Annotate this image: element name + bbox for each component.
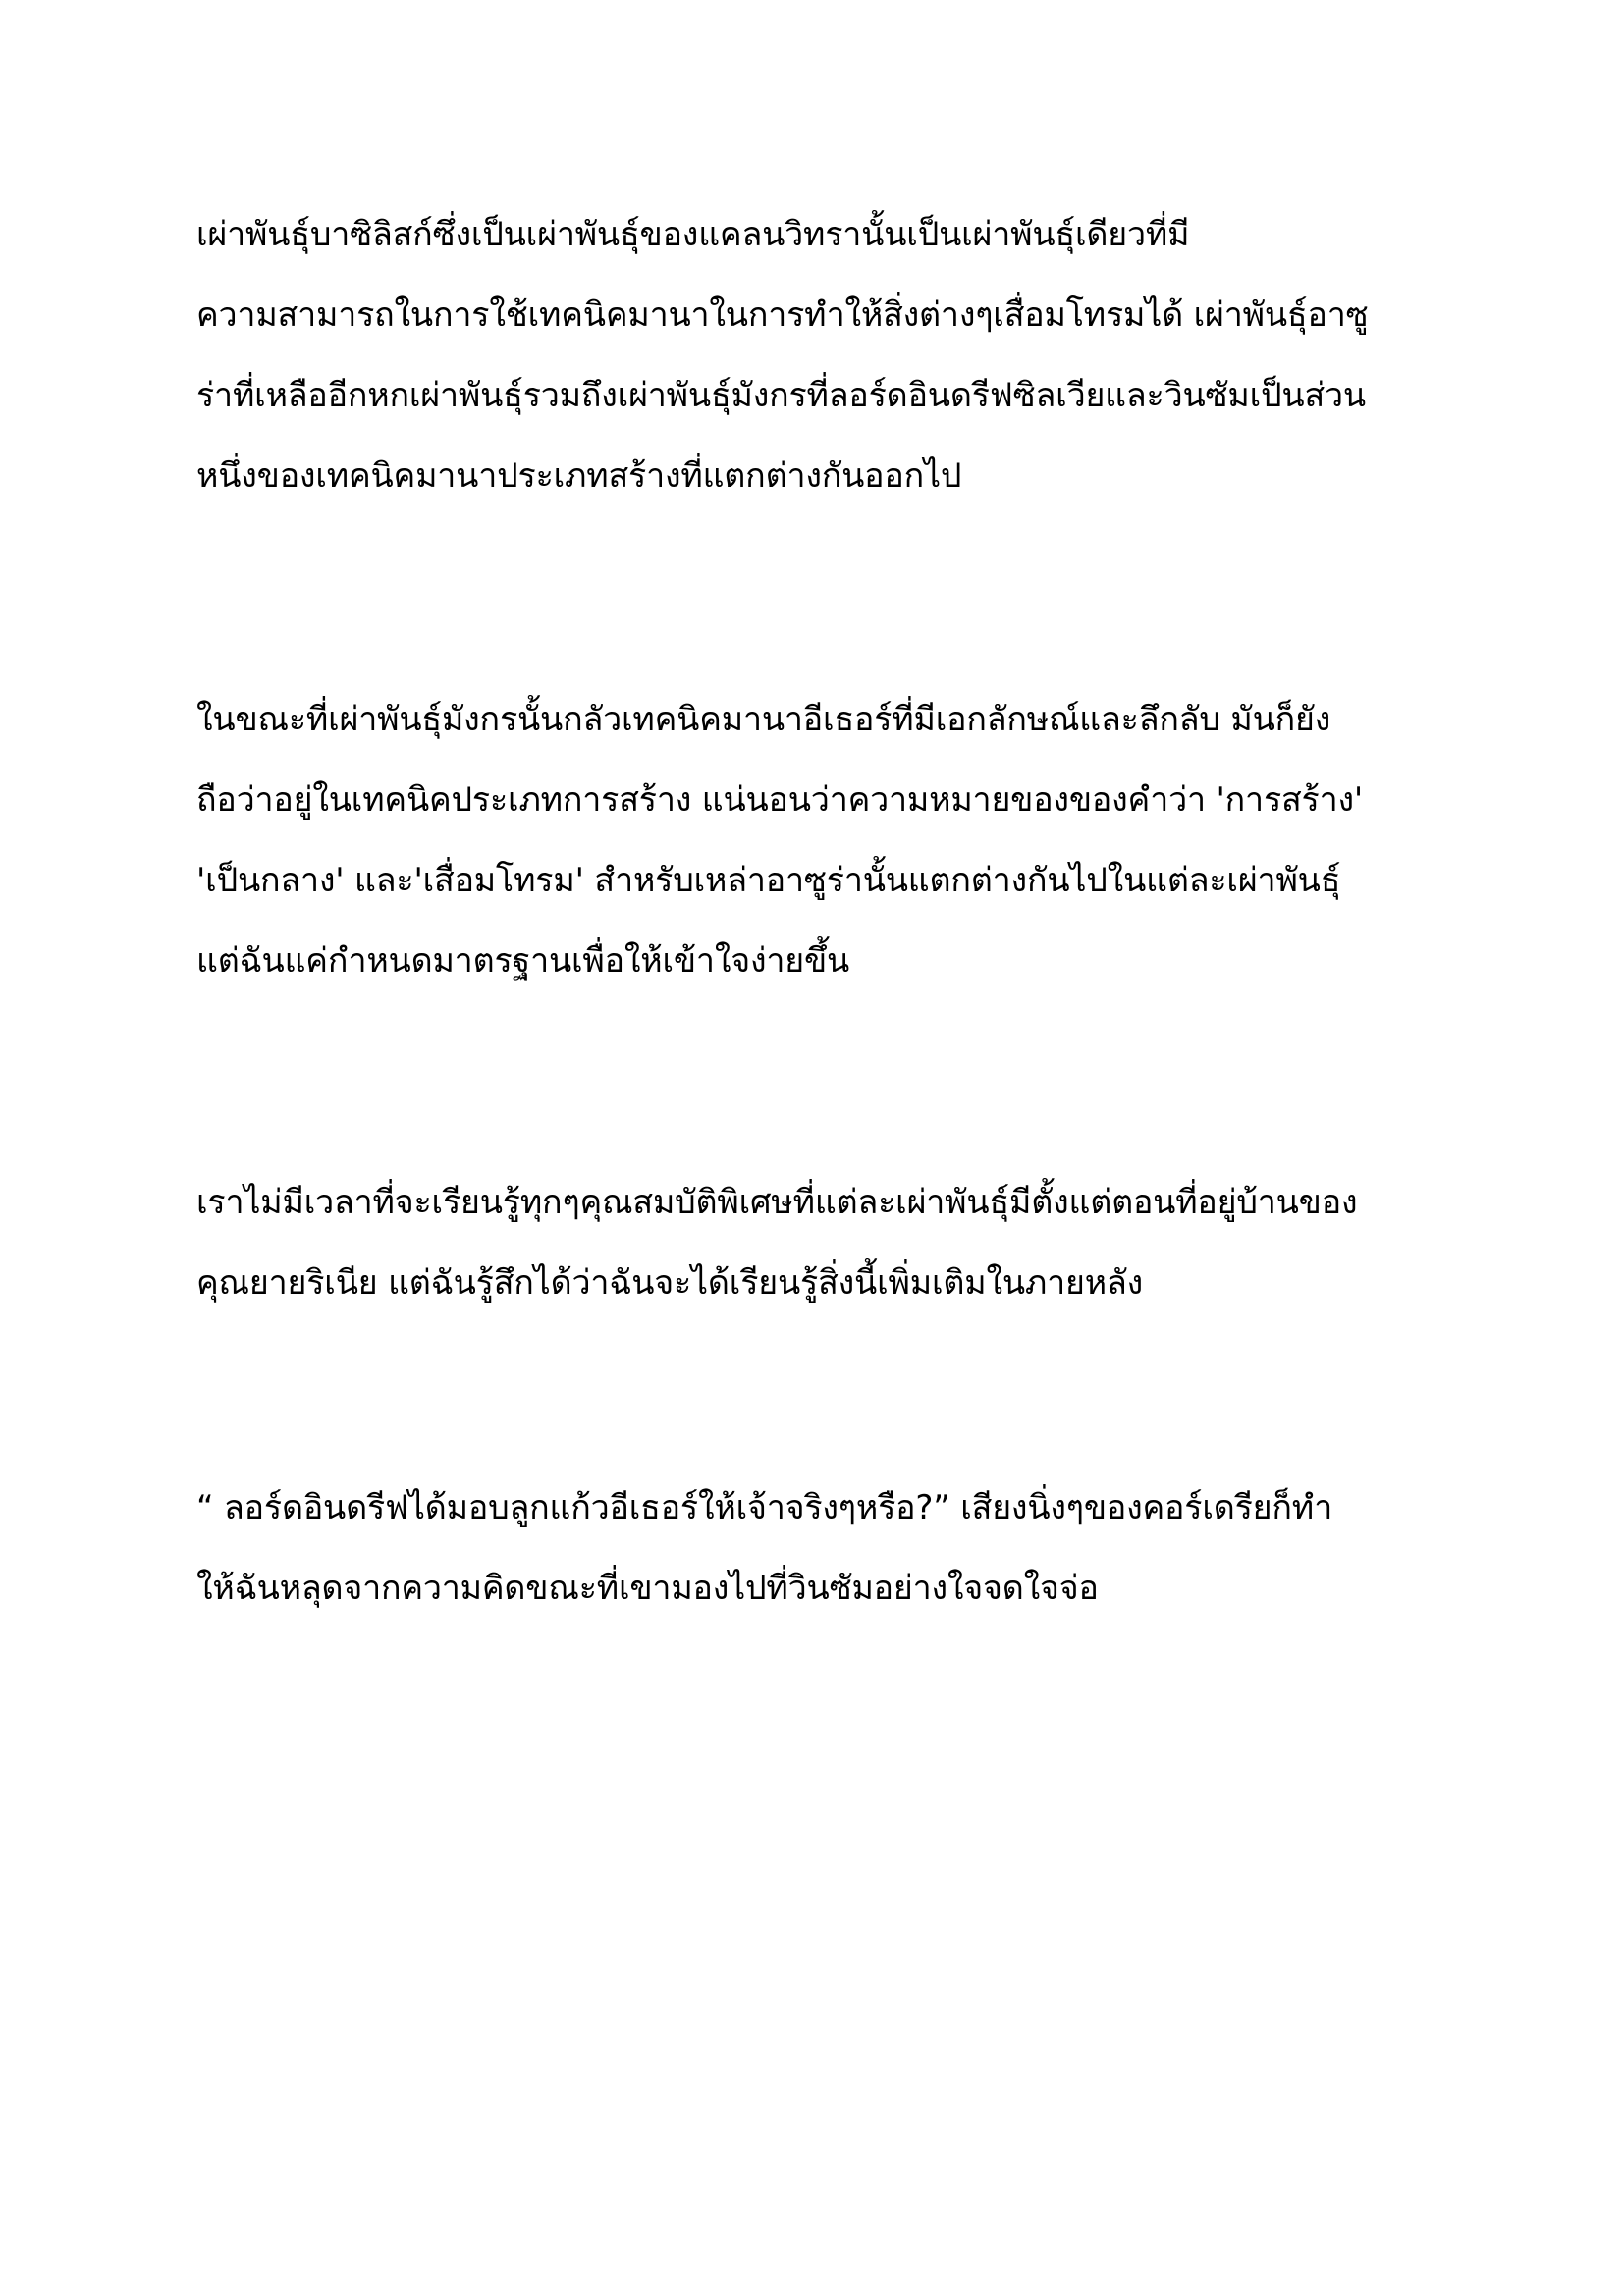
paragraph-line: คุณยายริเนีย แต่ฉันรู้สึกได้ว่าฉันจะได้เรียนรู้สิ่งนี้เพิ่มเติมในภายหลัง bbox=[196, 1263, 1143, 1303]
paragraph-3 bbox=[196, 1162, 1434, 1323]
paragraph-line: ในขณะที่เผ่าพันธุ์มังกรนั้นกลัวเทคนิคมานาอีเธอร์ที่มีเอกลักษณ์และลึกลับ มันก็ยัง bbox=[196, 700, 1331, 739]
paragraph-4 bbox=[196, 1468, 1434, 1629]
paragraph-2 bbox=[196, 679, 1434, 1001]
paragraph-line: ร่าที่เหลืออีกหกเผ่าพันธุ์รวมถึงเผ่าพันธุ์มังกรที่ลอร์ดอินดรีฟซิลเวียและวินซัมเป็นส่วน bbox=[196, 376, 1366, 415]
paragraph-line: ความสามารถในการใช้เทคนิคมานาในการทำให้สิ่งต่างๆเสื่อมโทรมได้ เผ่าพันธุ์อาซู bbox=[196, 295, 1369, 335]
paragraph-line: 'เป็นกลาง' และ'เสื่อมโทรม' สำหรับเหล่าอาซูร่านั้นแตกต่างกันไปในแต่ละเผ่าพันธุ์ bbox=[196, 861, 1341, 900]
paragraph-line: แต่ฉันแค่กำหนดมาตรฐานเพื่อให้เข้าใจง่ายขึ้น bbox=[196, 941, 850, 981]
paragraph-1 bbox=[196, 194, 1434, 516]
paragraph-line: เราไม่มีเวลาที่จะเรียนรู้ทุกๆคุณสมบัติพิเศษที่แต่ละเผ่าพันธุ์มีตั้งแต่ตอนที่อยู่บ้านของ bbox=[196, 1183, 1358, 1222]
paragraph-line: หนึ่งของเทคนิคมานาประเภทสร้างที่แตกต่างกันออกไป bbox=[196, 456, 962, 496]
paragraph-line: เผ่าพันธุ์บาซิลิสก์ซึ่งเป็นเผ่าพันธุ์ของแคลนวิทรานั้นเป็นเผ่าพันธุ์เดียวที่มี bbox=[196, 215, 1190, 254]
dialogue-line: “ ลอร์ดอินดรีฟได้มอบลูกแก้วอีเธอร์ให้เจ้าจริงๆหรือ?” เสียงนิ่งๆของคอร์เดรียก็ทำ bbox=[196, 1488, 1333, 1527]
paragraph-line: ให้ฉันหลุดจากความคิดขณะที่เขามองไปที่วินซัมอย่างใจจดใจจ่อ bbox=[196, 1569, 1099, 1608]
paragraph-line: ถือว่าอยู่ในเทคนิคประเภทการสร้าง แน่นอนว่าความหมายของของคำว่า 'การสร้าง' bbox=[196, 780, 1364, 820]
